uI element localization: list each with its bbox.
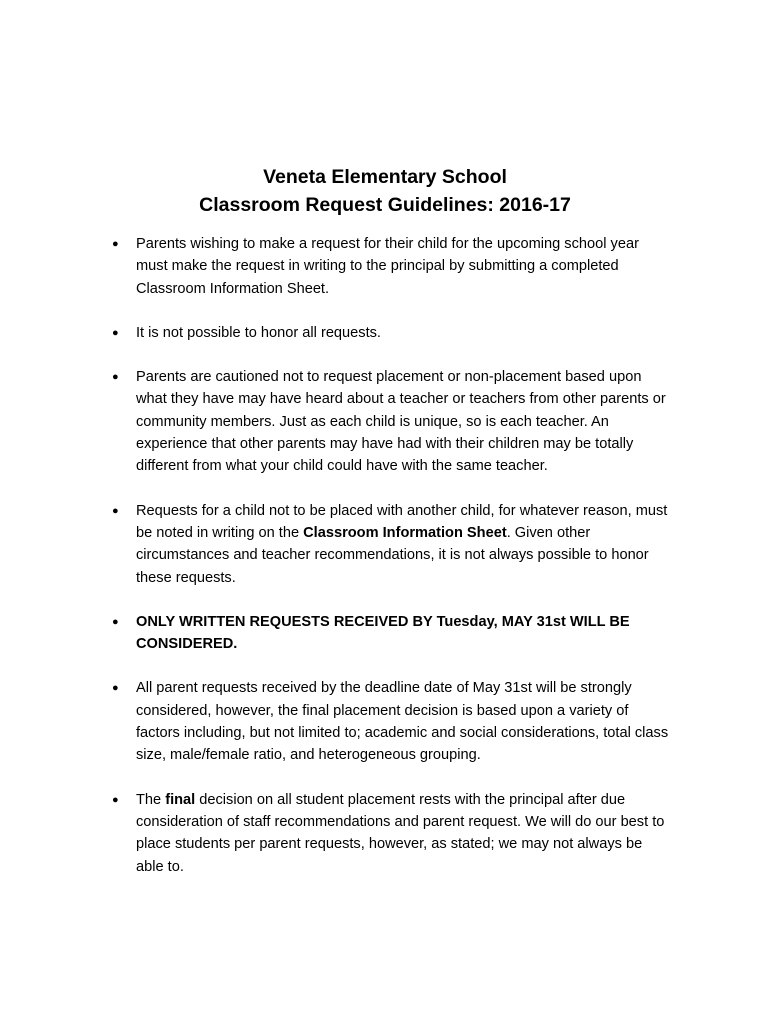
item-text: Parents wishing to make a request for their child for the upcoming school year must make the request in writing to the principal by submitting a completed Classroom Information Sheet.	[136, 236, 639, 297]
bullet-icon: ●	[112, 793, 119, 806]
bullet-icon: ●	[112, 371, 119, 384]
list-item-request-in-writing	[112, 233, 672, 300]
guidelines-list	[112, 233, 672, 900]
item-text: All parent requests received by the deadline date of May 31st will be strongly considered, however, the final placement decision is based upon a variety of factors including, but not limited to; academic and social considerations, total class size, male/female ratio, and heterogeneous grouping.	[136, 680, 669, 764]
list-item-factors	[112, 677, 672, 766]
bullet-icon: ●	[112, 326, 119, 339]
item-text-post: . Given other circumstances and teacher recommendations, it is not always possible to honor these requests.	[136, 524, 649, 586]
bullet-icon: ●	[112, 615, 119, 628]
item-text-pre: Requests for a child not to be placed with another child, for whatever reason, must be noted in writing on the	[136, 502, 668, 541]
guidelines-title: Classroom Request Guidelines: 2016-17	[199, 194, 571, 216]
school-name: Veneta Elementary School	[263, 166, 507, 188]
item-text-bold: ONLY WRITTEN REQUESTS RECEIVED BY Tuesday, MAY 31st WILL BE CONSIDERED.	[136, 613, 630, 653]
item-text-pre: The	[136, 791, 166, 808]
document-title	[0, 163, 770, 219]
list-item-deadline	[112, 611, 672, 656]
list-item-final-decision	[112, 789, 672, 878]
item-text: Parents are cautioned not to request placement or non-placement based upon what they have may have heard about a teacher or teachers from other parents or community members. Just as each child is unique, so is each teacher. An experience that other parents may have had with their children may be totally different from what your child could have with the same teacher.	[136, 369, 666, 475]
item-text-bold: Classroom Information Sheet	[303, 524, 507, 541]
bullet-icon: ●	[112, 504, 119, 517]
list-item-not-all-honored	[112, 322, 672, 344]
item-text: It is not possible to honor all requests.	[136, 324, 381, 341]
bullet-icon: ●	[112, 682, 119, 695]
bullet-icon: ●	[112, 238, 119, 250]
item-text-bold: final	[165, 791, 196, 808]
item-text-post: decision on all student placement rests with the principal after due consideration of staff recommendations and parent request. We will do our best to place students per parent requests, however, as stated; we may not always be able to.	[136, 791, 665, 875]
list-item-separation-requests	[112, 500, 672, 589]
list-item-caution	[112, 366, 672, 477]
